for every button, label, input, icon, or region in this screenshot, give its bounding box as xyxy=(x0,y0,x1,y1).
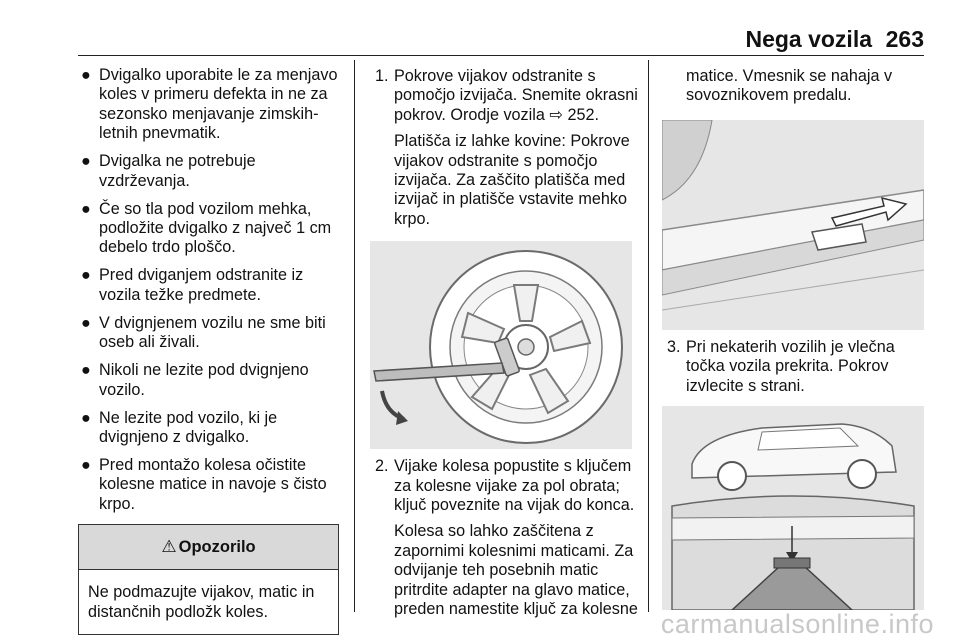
step-number: 1. xyxy=(375,67,389,85)
header-rule xyxy=(78,55,924,56)
steps-list xyxy=(662,338,926,396)
list-item xyxy=(78,152,341,191)
paragraph: Platišča iz lahke kovine: Pokrove vijakov odstranite s pomočjo izvijača. Za zaščito platišča med izvijač in platišče vstavite mehko krpo. xyxy=(394,132,630,228)
column-1 xyxy=(78,60,341,635)
jack-illustration xyxy=(662,406,924,610)
list-item-text: Pred dviganjem odstranite iz vozila težke predmete. xyxy=(99,266,304,304)
header-title: Nega vozila xyxy=(745,26,872,52)
list-item xyxy=(78,456,341,514)
bullet-icon: ● xyxy=(81,266,91,285)
bullet-list xyxy=(78,66,341,514)
list-item-text: Ne lezite pod vozilo, ki je dvignjeno z dvigalko. xyxy=(99,408,278,447)
watermark: carmanualsonline.info xyxy=(660,609,934,639)
page-reference: 252. xyxy=(567,105,599,124)
bullet-icon: ● xyxy=(81,152,91,171)
warning-box xyxy=(78,524,339,635)
paragraph: matice. Vmesnik se nahaja v sovoznikovem predalu. xyxy=(686,67,893,105)
step-text: Pokrove vijakov odstranite s pomočjo izvijača. Snemite okrasni pokrov. Orodje vozila xyxy=(394,67,638,124)
list-item-text: V dvignjenem vozilu ne sme biti oseb ali živali. xyxy=(99,313,326,352)
step-number: 3. xyxy=(667,337,681,356)
page-number: 263 xyxy=(885,26,924,52)
step-number: 2. xyxy=(375,457,389,476)
list-item-text: Pred montažo kolesa očistite kolesne matice in navoje s čisto krpo. xyxy=(99,456,327,513)
steps-list xyxy=(370,457,638,515)
wheel-illustration xyxy=(370,241,632,449)
list-item-text: Nikoli ne lezite pod dvignjeno vozilo. xyxy=(99,361,309,399)
bullet-icon: ● xyxy=(81,66,91,84)
bullet-icon: ● xyxy=(81,313,91,332)
step-text: Vijake kolesa popustite s ključem za kolesne vijake za pol obrata; ključ poveznite na vijak do konca. xyxy=(394,457,635,515)
list-item-text: Če so tla pod vozilom mehka, podložite dvigalko z največ 1 cm debelo trdo ploščo. xyxy=(99,199,332,257)
page-header xyxy=(0,0,960,58)
column-divider-2 xyxy=(648,60,649,612)
paragraph: Kolesa so lahko zaščitena z zapornimi kolesnimi maticami. Za odvijanje teh posebnih matic pritrdite adapter na glavo matice, preden namestite ključ za kolesne xyxy=(394,522,638,619)
sill-cover-illustration xyxy=(662,120,924,330)
list-item xyxy=(78,266,341,305)
column-divider-1 xyxy=(354,60,355,612)
bullet-icon: ● xyxy=(81,199,91,218)
step-3 xyxy=(662,338,926,396)
column-3 xyxy=(662,60,926,618)
list-item-text: Dvigalko uporabite le za menjavo koles v primeru defekta in ne za sezonsko menjavanje zimskih-letnih pnevmatik. xyxy=(99,66,338,143)
step-2 xyxy=(370,457,638,515)
list-item xyxy=(78,409,341,448)
bullet-icon: ● xyxy=(81,408,91,427)
column-2 xyxy=(370,60,638,620)
warning-title: Opozorilo xyxy=(178,538,256,557)
bullet-icon: ● xyxy=(81,361,91,380)
page-reference-icon: ⇨ xyxy=(549,105,563,124)
steps-list xyxy=(370,67,638,125)
step-text: Pri nekaterih vozilih je vlečna točka vozila prekrita. Pokrov izvlecite s strani. xyxy=(686,337,895,395)
list-item xyxy=(78,200,341,258)
bullet-icon: ● xyxy=(81,456,91,475)
warning-triangle-icon: ⚠ xyxy=(161,537,177,557)
list-item xyxy=(78,361,341,400)
warning-text: Ne podmazujte vijakov, matic in distančnih podložk koles. xyxy=(88,583,315,621)
list-item-text: Dvigalka ne potrebuje vzdrževanja. xyxy=(99,152,256,190)
warning-header xyxy=(79,525,338,570)
list-item xyxy=(78,314,341,353)
step-1 xyxy=(370,67,638,125)
list-item xyxy=(78,66,341,144)
